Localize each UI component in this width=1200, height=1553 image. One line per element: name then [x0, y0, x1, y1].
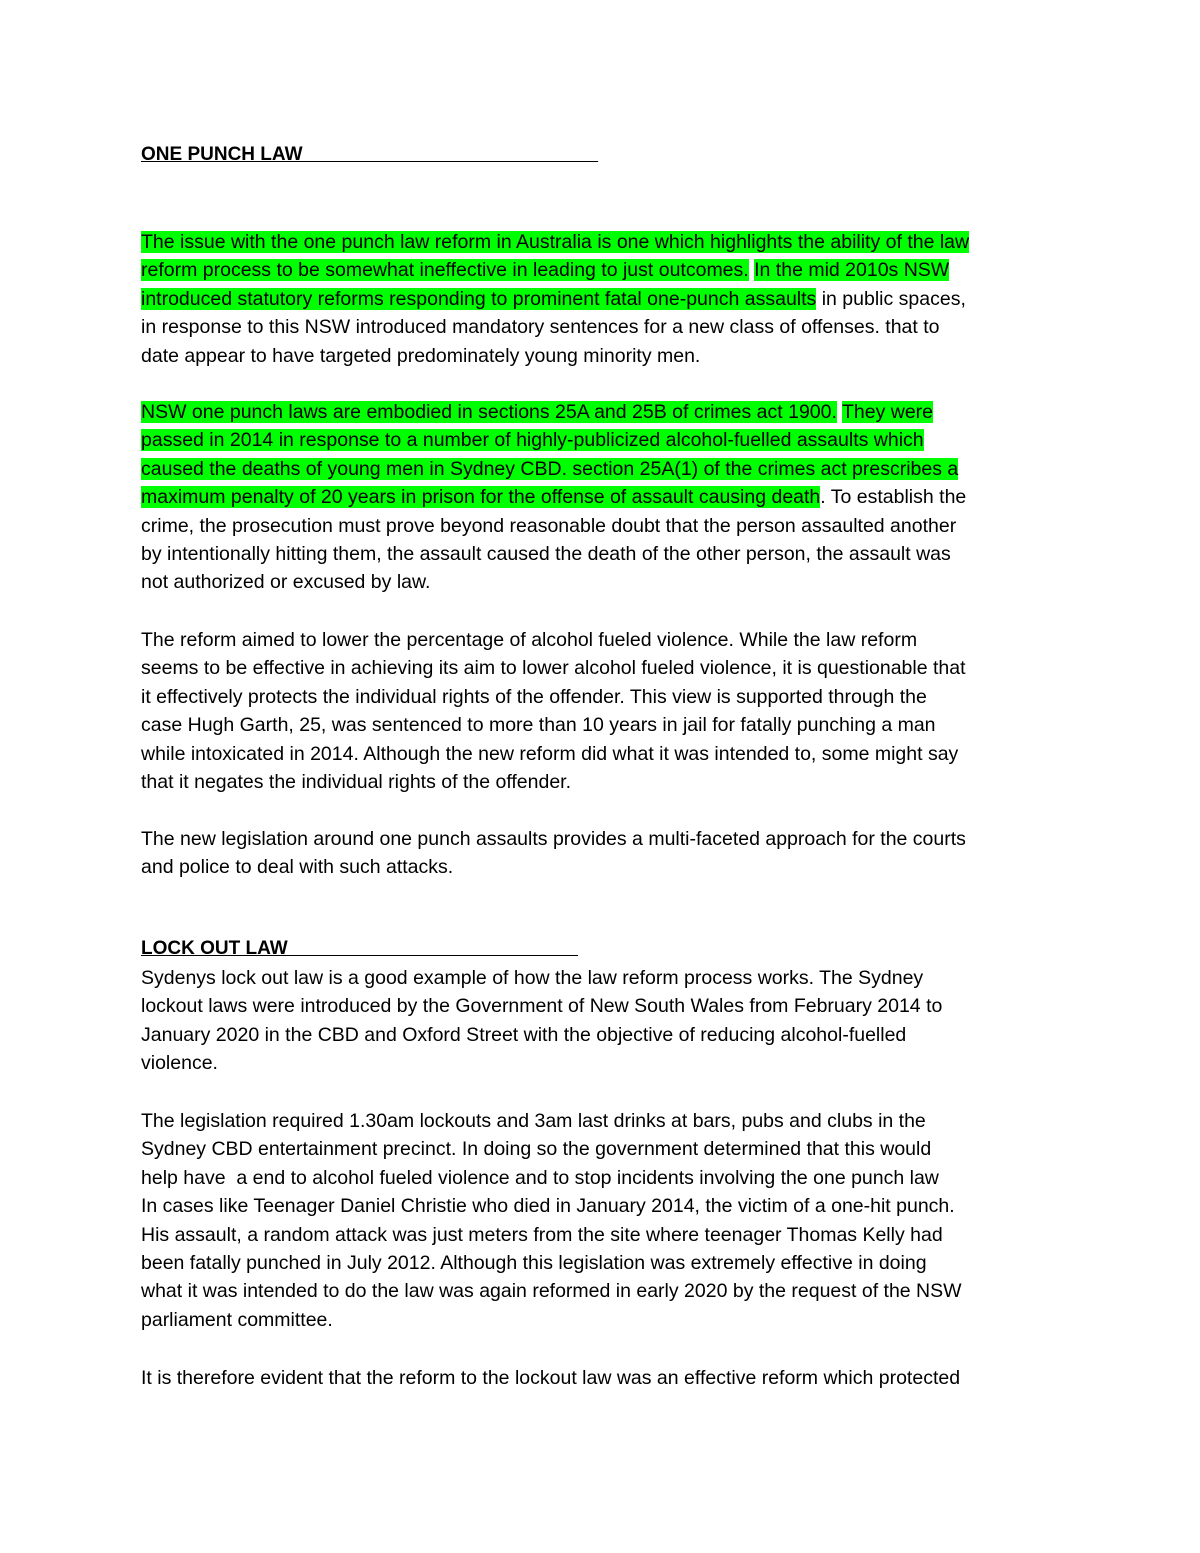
text-run: The legislation required 1.30am lockouts and 3am last drinks at bars, pubs and clubs in the — [141, 1110, 926, 1132]
paragraph-line — [141, 285, 966, 313]
paragraph-line — [141, 313, 939, 341]
paragraph-line — [141, 1164, 939, 1192]
section-heading: LOCK OUT LAW — [141, 938, 579, 959]
paragraph-line — [141, 342, 700, 370]
highlighted-text: reform process to be somewhat ineffective in leading to just outcomes. — [141, 259, 749, 282]
text-run: violence. — [141, 1052, 218, 1075]
paragraph-line — [141, 654, 966, 682]
paragraph-line — [141, 228, 969, 256]
text-run: what it was intended to do the law was again reformed in early 2020 by the request of the NSW — [141, 1280, 962, 1303]
text-run: in public spaces, — [816, 287, 966, 310]
text-run: been fatally punched in July 2012. Although this legislation was extremely effective in doing — [141, 1252, 927, 1274]
text-run: It is therefore evident that the reform to the lockout law was an effective reform which protected — [141, 1367, 961, 1389]
text-run: date appear to have targeted predominately young minority men. — [141, 344, 701, 367]
text-run: Sydney CBD entertainment precinct. In doing so the government determined that this would — [141, 1138, 932, 1161]
highlighted-text: The issue with the one punch law reform in Australia is one which highlights the ability of the law — [141, 231, 970, 253]
paragraph-line — [141, 1221, 943, 1249]
text-run: by intentionally hitting them, the assault caused the death of the other person, the assault was — [141, 543, 951, 565]
paragraph-line — [141, 1306, 333, 1334]
paragraph-line — [141, 256, 949, 284]
paragraph-line — [141, 964, 923, 992]
paragraph-line — [141, 853, 453, 881]
paragraph-line — [141, 626, 917, 654]
text-run: Sydenys lock out law is a good example of how the law reform process works. The Sydney — [141, 967, 924, 989]
highlighted-text: introduced statutory reforms responding to prominent fatal one-punch assaults — [141, 287, 817, 310]
highlighted-text: In the mid 2010s NSW — [754, 259, 950, 282]
text-run: The reform aimed to lower the percentage of alcohol fueled violence. While the law reform — [141, 629, 918, 651]
paragraph-line — [141, 398, 933, 426]
paragraph-line — [141, 1249, 927, 1277]
text-run: case Hugh Garth, 25, was sentenced to more than 10 years in jail for fatally punching a man — [141, 714, 936, 737]
text-run: seems to be effective in achieving its aim to lower alcohol fueled violence, it is questionable that — [141, 657, 966, 680]
highlighted-text: caused the deaths of young men in Sydney CBD. section 25A(1) of the crimes act prescribes a — [141, 457, 959, 480]
paragraph-line — [141, 740, 958, 768]
text-run: help have a end to alcohol fueled violence and to stop incidents involving the one punch law — [141, 1166, 939, 1189]
text-run: crime, the prosecution must prove beyond reasonable doubt that the person assaulted another — [141, 514, 957, 537]
highlighted-text: passed in 2014 in response to a number of highly-publicized alcohol-fuelled assaults which — [141, 429, 924, 452]
highlighted-text: maximum penalty of 20 years in prison for the offense of assault causing death — [141, 486, 821, 509]
text-run: . To establish the — [820, 486, 967, 509]
text-run: lockout laws were introduced by the Government of New South Wales from February 2014 to — [141, 995, 943, 1018]
paragraph-line — [141, 992, 942, 1020]
highlighted-text: NSW one punch laws are embodied in sections 25A and 25B of crimes act 1900. — [141, 401, 837, 423]
text-run: not authorized or excused by law. — [141, 571, 431, 594]
paragraph-line — [141, 455, 958, 483]
text-run: and police to deal with such attacks. — [141, 856, 454, 879]
paragraph-line — [141, 568, 430, 596]
paragraph-line — [141, 512, 956, 540]
text-run: that it negates the individual rights of the offender. — [141, 771, 572, 793]
paragraph-line — [141, 1364, 960, 1392]
text-run: parliament committee. — [141, 1308, 333, 1331]
paragraph-line — [141, 825, 966, 853]
paragraph-line — [141, 540, 951, 568]
paragraph-line — [141, 768, 571, 796]
text-run: The new legislation around one punch assaults provides a multi-faceted approach for the courts — [141, 828, 966, 850]
text-run: it effectively protects the individual rights of the offender. This view is supported through the — [141, 685, 927, 708]
paragraph-line — [141, 483, 966, 511]
paragraph-line — [141, 1021, 906, 1049]
paragraph-line — [141, 1049, 218, 1077]
text-run: His assault, a random attack was just meters from the site where teenager Thomas Kelly had — [141, 1223, 943, 1246]
text-run: while intoxicated in 2014. Although the new reform did what it was intended to, some might say — [141, 742, 959, 765]
paragraph-line — [141, 1135, 931, 1163]
highlighted-text: They were — [841, 401, 934, 423]
text-run: in response to this NSW introduced mandatory sentences for a new class of offenses. that to — [141, 316, 940, 339]
paragraph-line — [141, 1277, 962, 1305]
paragraph-line — [141, 711, 936, 739]
paragraph-line — [141, 426, 924, 454]
text-run: January 2020 in the CBD and Oxford Street with the objective of reducing alcohol-fuelled — [141, 1023, 907, 1046]
paragraph-line — [141, 1192, 955, 1220]
text-run: In cases like Teenager Daniel Christie who died in January 2014, the victim of a one-hit punch. — [141, 1195, 955, 1218]
section-heading: ONE PUNCH LAW — [141, 144, 599, 165]
paragraph-line — [141, 1107, 926, 1135]
paragraph-line — [141, 683, 927, 711]
